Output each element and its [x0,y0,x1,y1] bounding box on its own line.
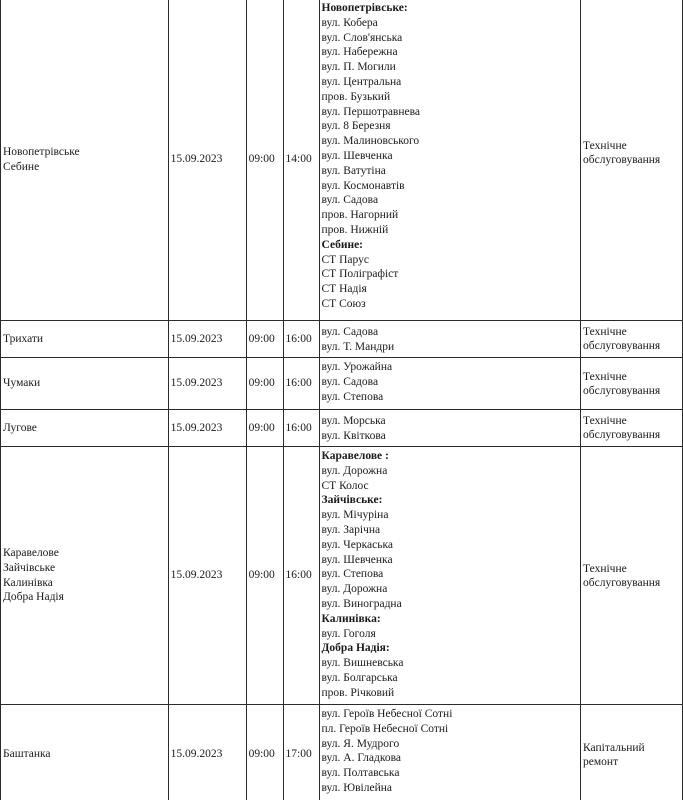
end-time-cell: 17:00 [283,705,319,800]
table-row [1,447,683,705]
street-name: вул. Виноградна [321,597,402,610]
street-name: вул. Вишневська [321,657,404,670]
street-name: вул. Садова [321,194,379,207]
settlement-cell [1,321,169,358]
street-name: вул. Ватутіна [321,164,386,177]
street-name: СТ Поліграфіст [321,268,399,281]
date-cell: 15.09.2023 [168,358,246,410]
streets-cell [319,321,581,358]
date-cell: 15.09.2023 [168,0,246,321]
street-group-name: Новопетрівське: [321,2,408,14]
street-name: вул. Дорожна [321,464,388,477]
street-name: вул. Героїв Небесної Сотні [321,708,453,720]
table-row [1,321,683,358]
streets-cell [319,358,581,410]
settlement-name: Себине [3,160,40,173]
street-name: вул. Зарічна [321,523,381,536]
work-type-cell: Технічне обслуговування [581,0,683,321]
work-type-cell: Технічне обслуговування [581,321,683,358]
settlement-cell [1,358,169,410]
settlement-name: Зайчівське [3,561,56,574]
street-name: вул. А. Гладкова [321,752,401,765]
start-time-cell: 09:00 [246,447,283,705]
end-time-cell: 16:00 [283,358,319,410]
start-time-cell: 09:00 [246,358,283,410]
street-name: вул. Морська [321,415,386,428]
table-row [1,410,683,447]
street-name: вул. Полтавська [321,767,400,780]
street-name: вул. Черкаська [321,538,393,551]
work-type-cell: Технічне обслуговування [581,358,683,410]
settlement-name: Лугове [3,421,37,434]
street-name: СТ Парус [321,253,369,266]
work-type-cell: Капітальний ремонт [581,705,683,800]
street-name: вул. Мічуріна [321,509,389,522]
street-name: вул. 8 Березня [321,120,391,133]
street-name: вул. Степова [321,568,384,581]
settlement-cell [1,705,169,800]
street-name: пров. Нижній [321,223,389,236]
street-name: вул. Урожайна [321,361,393,373]
settlement-name: Чумаки [3,377,41,390]
street-name: СТ Союз [321,297,366,310]
street-name: пров. Нагорний [321,209,399,222]
street-group-name: Себине: [321,238,364,251]
settlement-name: Калинівка [3,576,53,589]
street-name: вул. Шевченка [321,149,393,162]
start-time-cell: 09:00 [246,321,283,358]
settlement-name: Баштанка [3,748,51,761]
street-name: вул. Степова [321,390,384,403]
date-cell: 15.09.2023 [168,447,246,705]
schedule-body [1,0,683,800]
end-time-cell: 16:00 [283,321,319,358]
date-cell: 15.09.2023 [168,705,246,800]
street-name: вул. Слов'янська [321,31,403,44]
street-name: вул. Т. Мандри [321,341,395,353]
end-time-cell: 16:00 [283,410,319,447]
settlement-cell [1,447,169,705]
street-name: вул. Ювілейна [321,781,392,794]
street-name: пров. Річковий [321,686,395,699]
street-name: вул. Шевченка [321,553,393,566]
settlement-name: Трихати [3,332,44,345]
street-name: пл. Героїв Небесної Сотні [321,722,449,735]
street-name: вул. Дорожна [321,583,388,596]
settlement-cell [1,410,169,447]
street-name: вул. Набережна [321,46,398,59]
street-name: вул. Садова [321,326,379,339]
table-row [1,358,683,410]
settlement-name: Новопетрівське [3,145,80,158]
street-name: вул. Малиновського [321,135,420,148]
street-group-name: Зайчівське: [321,494,383,507]
settlement-name: Добра Надія [3,591,64,604]
street-name: вул. Кобера [321,16,378,29]
street-name: вул. Першотравнева [321,105,420,118]
streets-cell [319,447,581,705]
start-time-cell: 09:00 [246,705,283,800]
street-group-name: Добра Надія: [321,642,390,655]
street-name: вул. Я. Мудрого [321,737,400,750]
settlement-cell [1,0,169,321]
date-cell: 15.09.2023 [168,410,246,447]
street-name: СТ Надія [321,283,367,296]
street-name: вул. П. Могили [321,61,396,74]
table-row [1,705,683,800]
settlement-name: Каравелове [3,546,59,559]
street-name: СТ Колос [321,479,369,492]
street-name: пров. Бузький [321,90,391,103]
street-name: вул. Гоголя [321,627,376,640]
street-name: вул. Космонавтів [321,179,405,192]
date-cell: 15.09.2023 [168,321,246,358]
streets-cell [319,0,581,321]
streets-cell [319,410,581,447]
start-time-cell: 09:00 [246,410,283,447]
streets-cell [319,705,581,800]
street-group-name: Калинівка: [321,612,381,625]
work-type-cell: Технічне обслуговування [581,447,683,705]
street-group-name: Каравелове : [321,450,389,462]
end-time-cell: 14:00 [283,0,319,321]
start-time-cell: 09:00 [246,0,283,321]
table-row [1,0,683,321]
street-name: вул. Садова [321,375,379,388]
work-type-cell: Технічне обслуговування [581,410,683,447]
end-time-cell: 16:00 [283,447,319,705]
street-name: вул. Центральна [321,75,402,88]
street-name: вул. Квіткова [321,430,386,442]
street-name: вул. Болгарська [321,671,398,684]
